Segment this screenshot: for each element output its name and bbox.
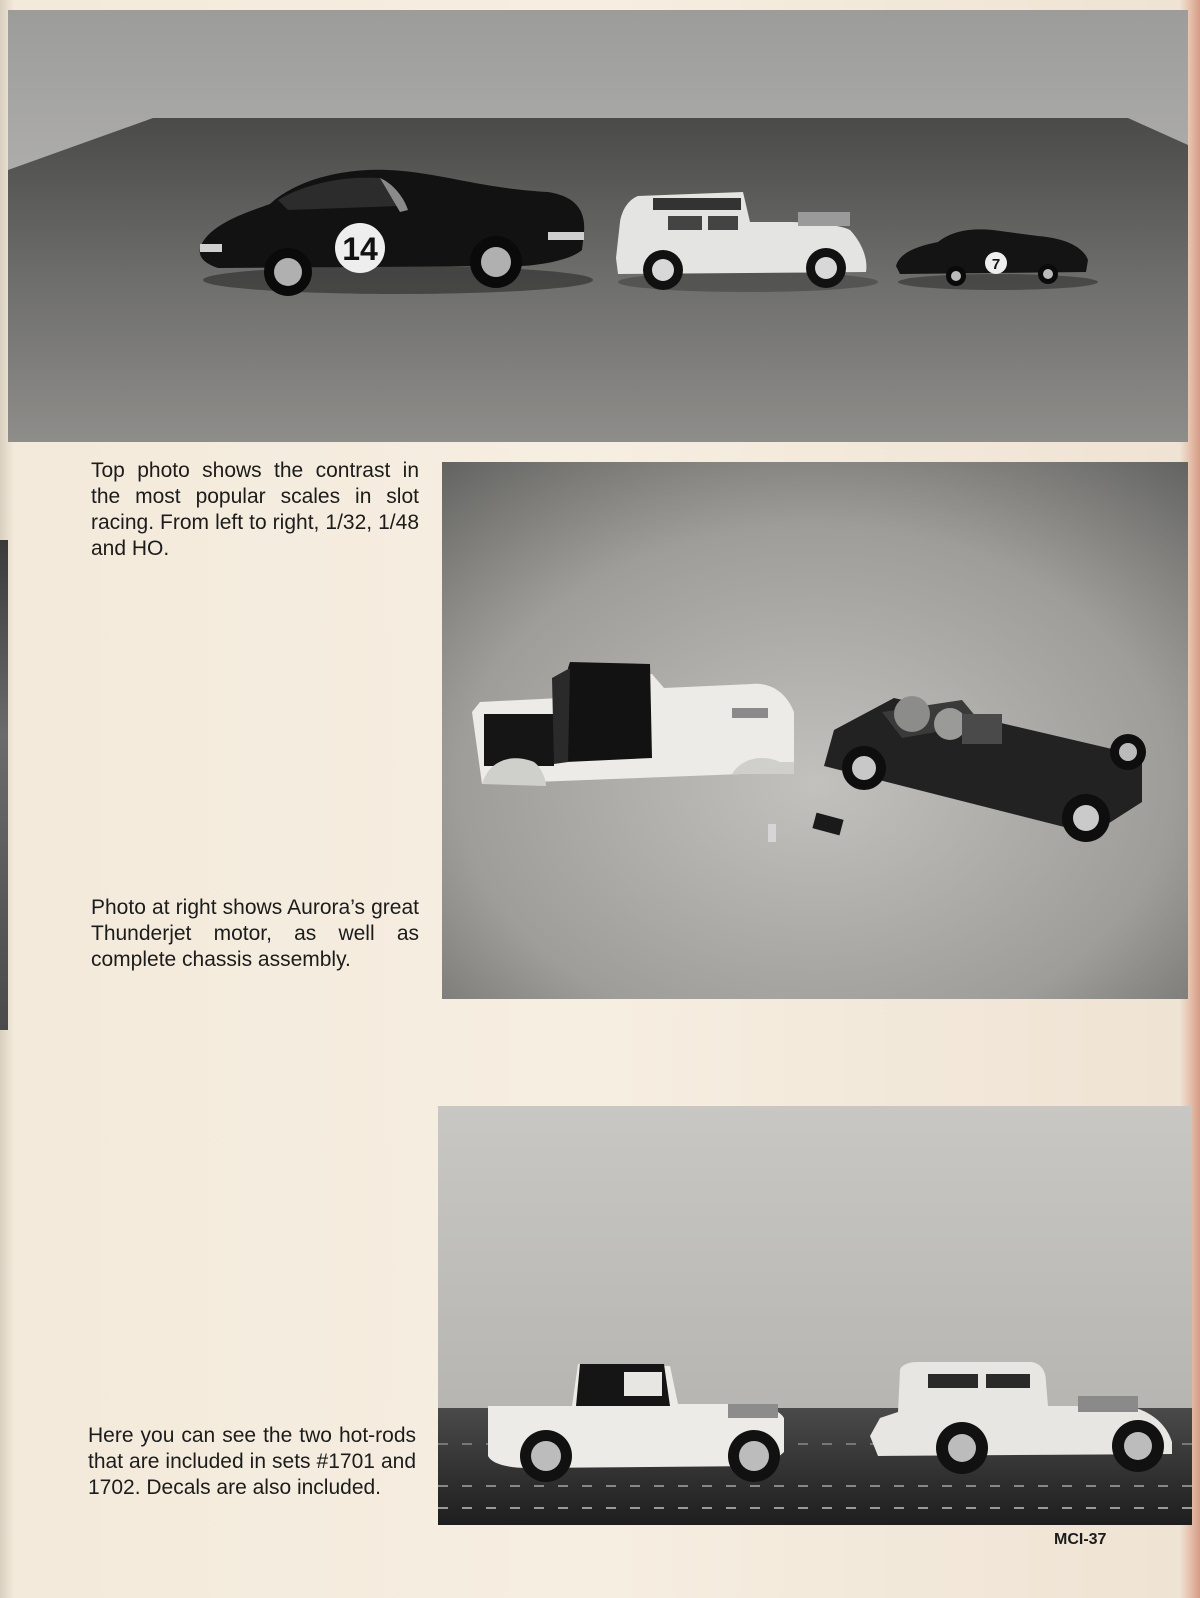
car-number-7: 7 [991,256,1001,273]
hot-rods-image [438,1106,1192,1525]
car-number-14: 14 [342,231,378,267]
caption-thunderjet-motor: Photo at right shows Aurora’s great Thunderjet motor, as well as complete chassis assembly. [91,896,419,971]
caption-hot-rods: Here you can see the two hot-rods that are included in sets #1701 and 1702. Decals are also included. [88,1424,416,1499]
thunderjet-chassis-image [442,462,1188,999]
photo-hot-rods [438,1106,1192,1525]
caption-scale-comparison: Top photo shows the contrast in the most popular scales in slot racing. From left to right, 1/32, 1/48 and HO. [91,459,419,560]
page-number: MCI-37 [1054,1531,1107,1548]
scale-comparison-image [8,10,1188,442]
photo-thunderjet-chassis [442,462,1188,999]
binding-edge [0,540,8,1030]
photo-scale-comparison [8,10,1188,442]
